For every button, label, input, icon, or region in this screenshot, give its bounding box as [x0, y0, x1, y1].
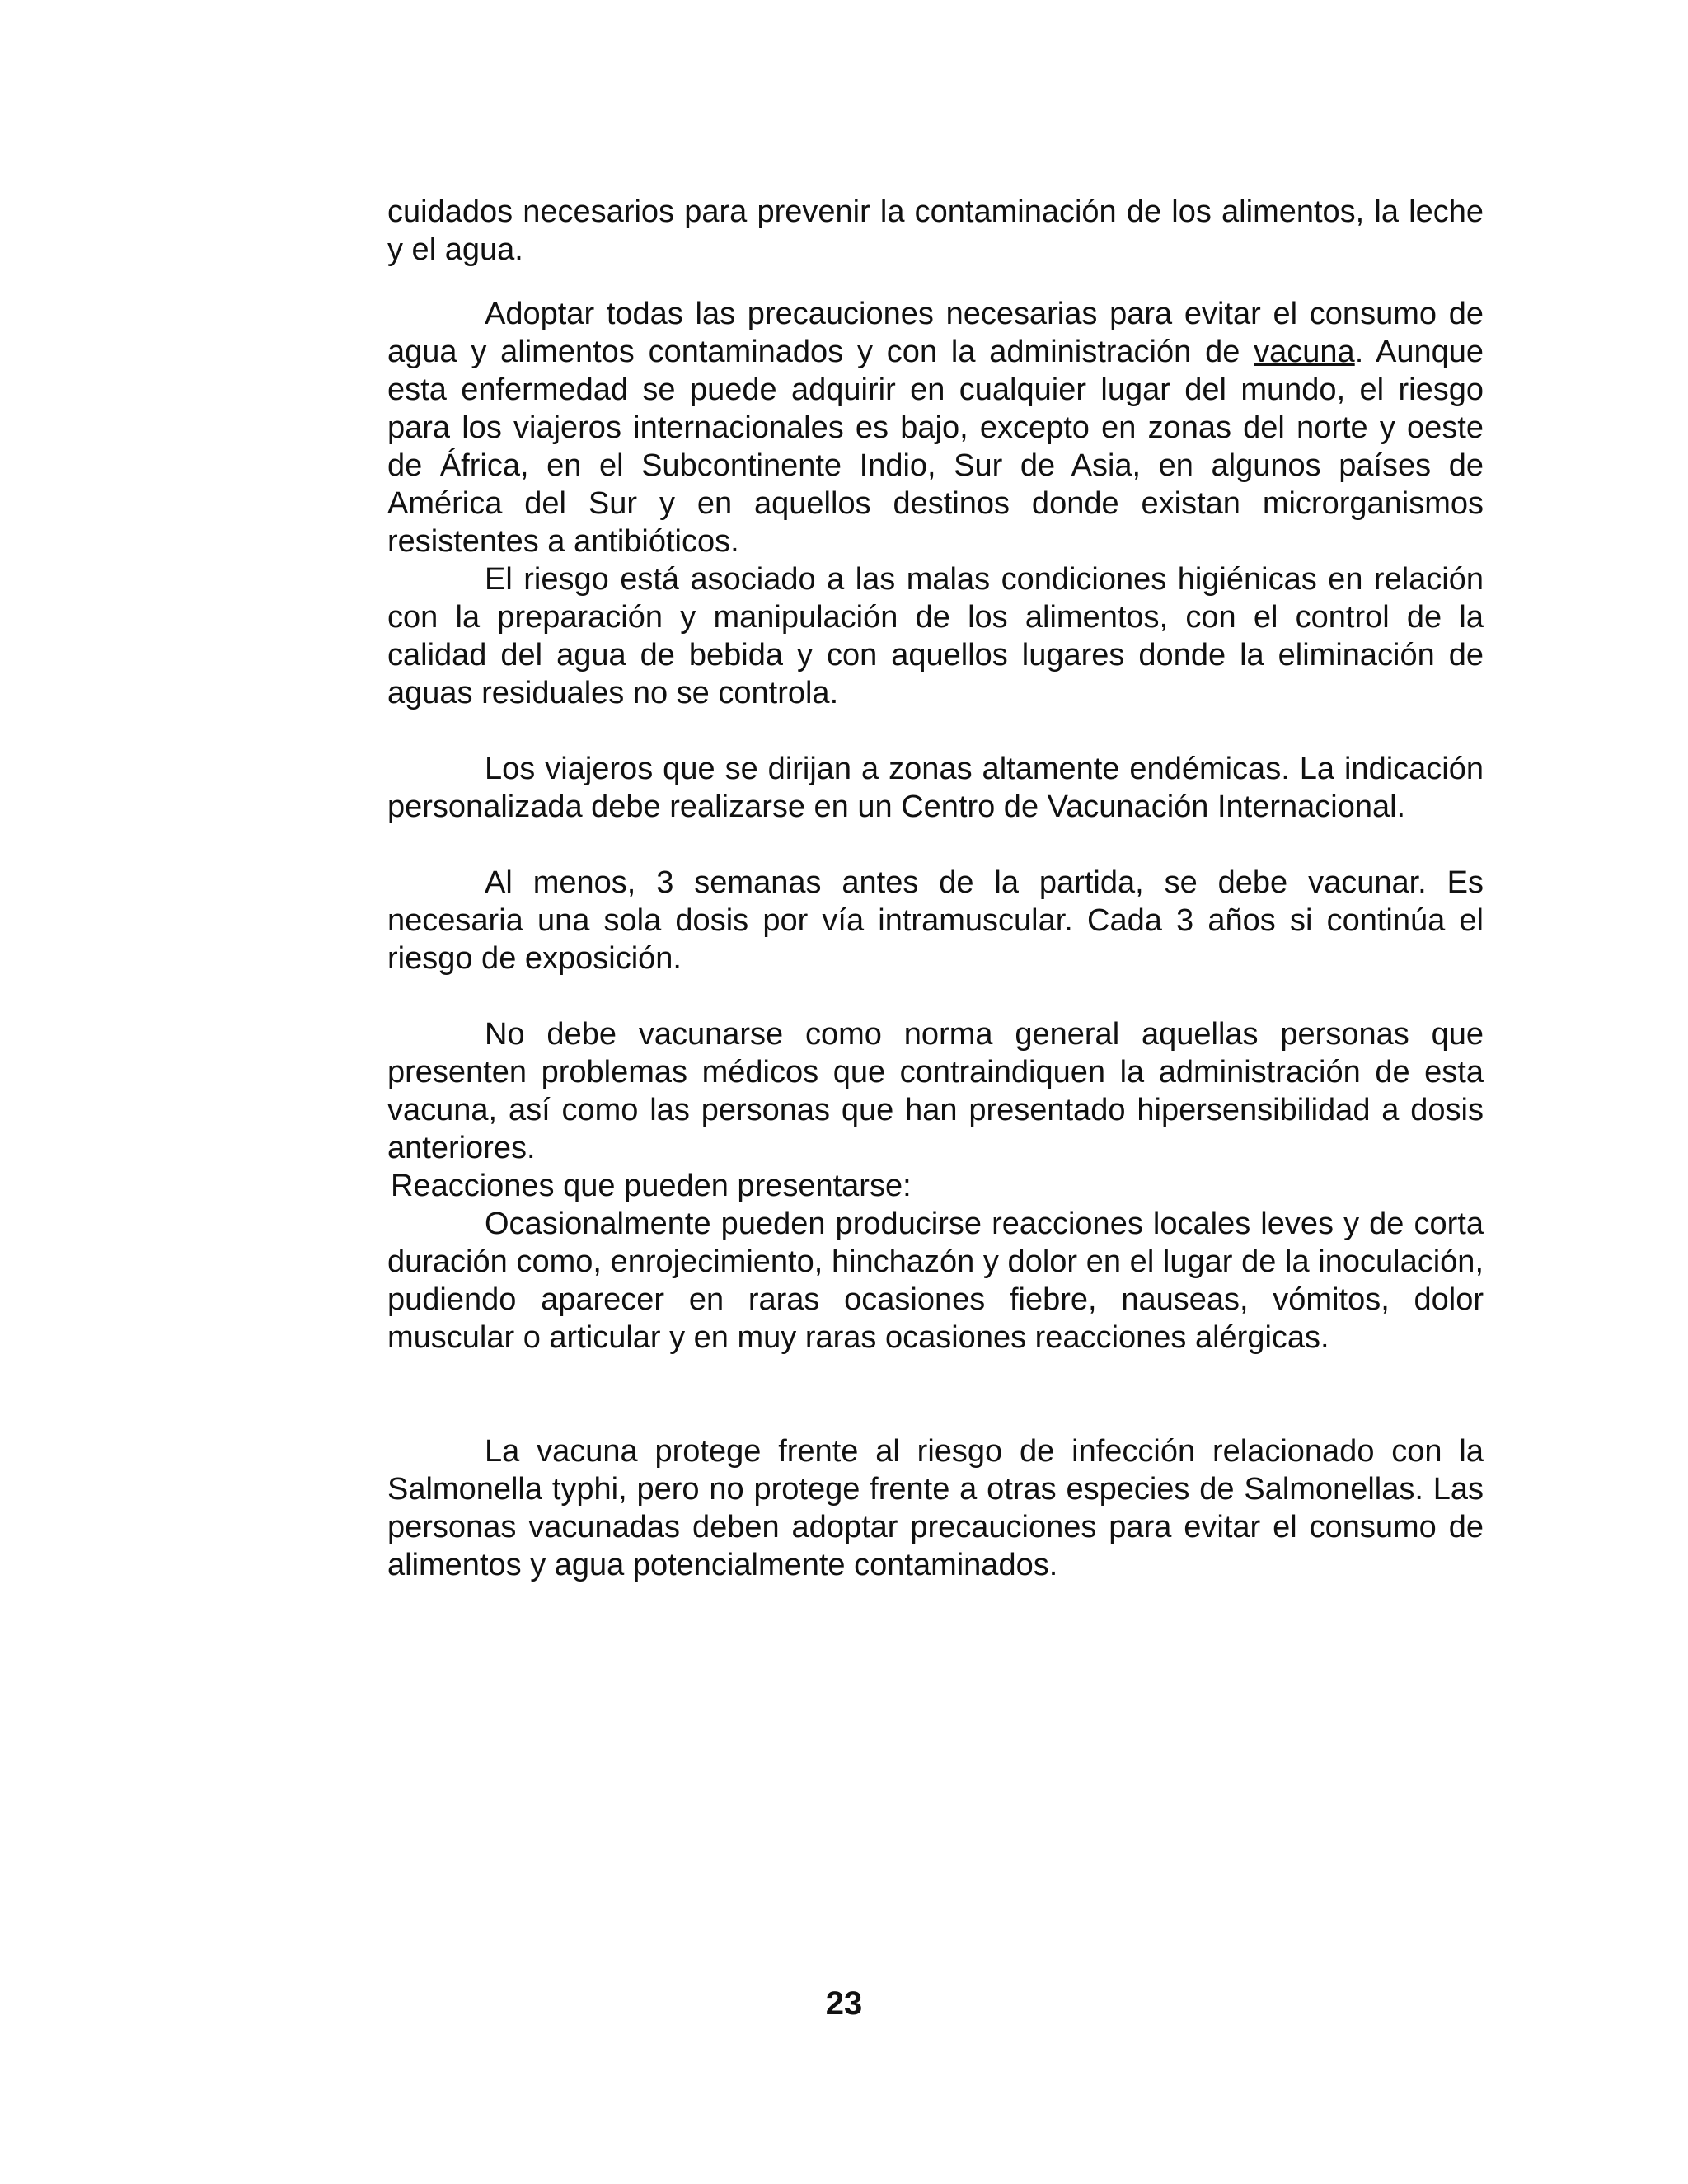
paragraph-risk: El riesgo está asociado a las malas condiciones higiénicas en relación con la preparación y manipulación de los alimentos, con el control de la calidad del agua de bebida y con aquellos lugares donde la eliminación de aguas residuales no se controla. [387, 562, 1484, 710]
paragraph-reactions: Ocasionalmente pueden producirse reacciones locales leves y de corta duración como, enrojecimiento, hinchazón y dolor en el lugar de la inoculación, pudiendo aparecer en raras ocasiones fiebre, nauseas, vómitos, dolor muscular o articular y en muy raras ocasiones reacciones alérgicas. [387, 1207, 1484, 1355]
paragraph-precautions [387, 295, 1484, 560]
paragraph-contraindications: No debe vacunarse como norma general aquellas personas que presenten problemas médicos que contraindiquen la administración de esta vacuna, así como las personas que han presentado hipersensibilidad a dosis anteriores. [387, 1017, 1484, 1165]
paragraph-travelers: Los viajeros que se dirijan a zonas altamente endémicas. La indicación personalizada debe realizarse en un Centro de Vacunación Internacional. [387, 752, 1484, 824]
page-number: 23 [825, 1985, 863, 2022]
paragraph-protection: La vacuna protege frente al riesgo de infección relacionado con la Salmonella typhi, pero no protege frente a otras especies de Salmonellas. Las personas vacunadas deben adoptar precauciones para evitar el consumo de alimentos y agua potencialmente contaminados. [387, 1434, 1484, 1582]
paragraph-precautions-text: Adoptar todas las precauciones necesarias para evitar el consumo de agua y alimentos contaminados y con la administración de [387, 297, 1484, 369]
paragraph-precautions-continuation: . Aunque esta enfermedad se puede adquirir en cualquier lugar del mundo, el riesgo para los viajeros internacionales es bajo, excepto en zonas del norte y oeste de África, en el Subcontinente Indio, Sur de Asia, en algunos países de América del Sur y en aquellos destinos donde existan microrganismos resistentes a antibióticos. [387, 335, 1484, 559]
reactions-heading: Reacciones que pueden presentarse: [391, 1169, 912, 1203]
vacuna-link[interactable]: vacuna [1254, 335, 1355, 369]
paragraph-dosage: Al menos, 3 semanas antes de la partida, se debe vacunar. Es necesaria una sola dosis por vía intramuscular. Cada 3 años si continúa el riesgo de exposición. [387, 865, 1484, 976]
paragraph-intro: cuidados necesarios para prevenir la contaminación de los alimentos, la leche y el agua. [387, 194, 1484, 267]
